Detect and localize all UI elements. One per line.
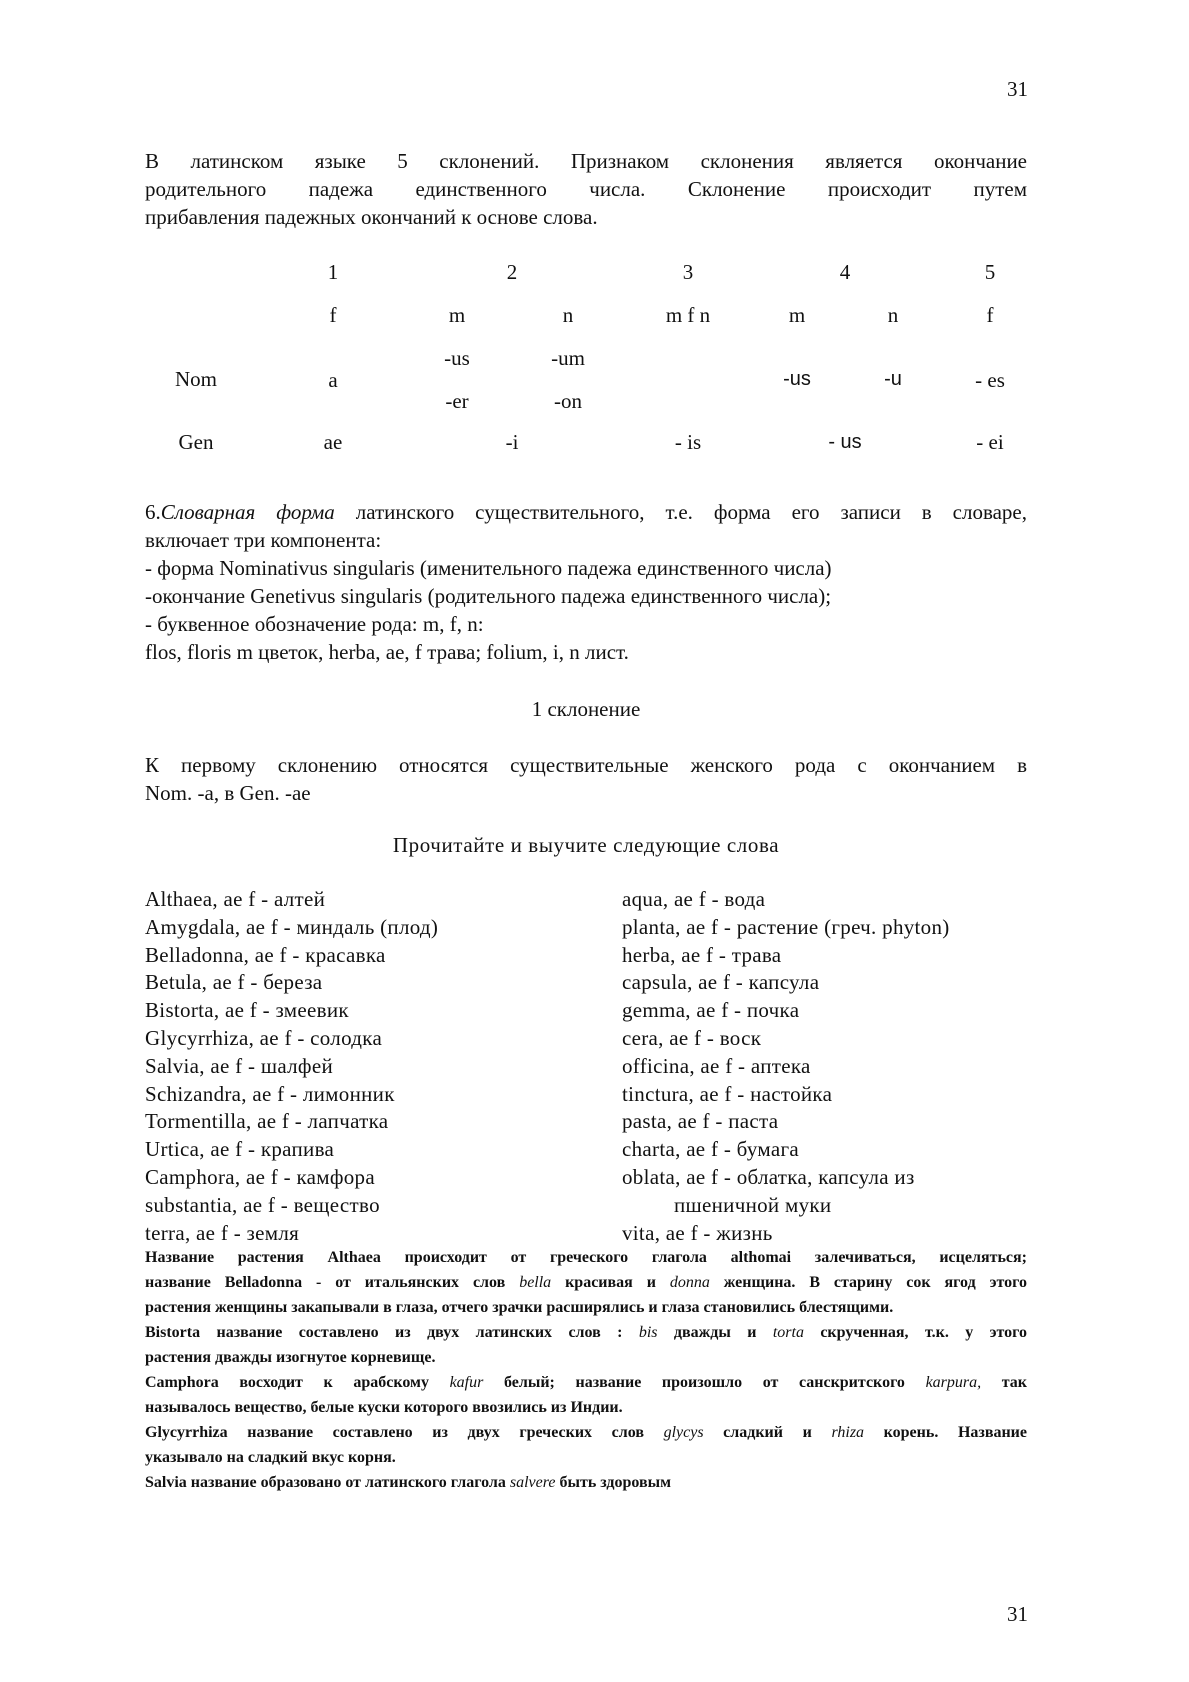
nom-ending: - es: [975, 368, 1005, 392]
dictionary-form-line: flos, floris m цветок, herba, ae, f трава; folium, i, n лист.: [145, 640, 629, 664]
note-text: Glycyrrhiza название составлено из двух греческих слов: [145, 1424, 664, 1441]
point-number: 6.: [145, 500, 161, 524]
note-line: Название растения Althaea происходит от греческого глагола althomai залечиваться, исцеляться;: [145, 1249, 1027, 1266]
note-latin-word: bis: [638, 1324, 658, 1341]
dictionary-form-term: Словарная форма: [160, 500, 335, 524]
vocab-entry: terra, ae f - земля: [145, 1220, 300, 1245]
first-declension-line: Nom. -a, в Gen. -ae: [145, 781, 311, 805]
vocab-entry: planta, ae f - растение (греч. phyton): [622, 914, 950, 939]
vocab-entry: Belladonna, ae f - красавка: [145, 942, 386, 967]
note-line: [145, 1370, 1027, 1395]
vocab-entry: cera, ae f - воск: [622, 1025, 762, 1050]
vocab-entry: Schizandra, ae f - лимонник: [145, 1081, 395, 1106]
dictionary-form-line: -окончание Genetivus singularis (родительного падежа единственного числа);: [145, 584, 832, 608]
first-declension-line: К первому склонению относятся существительные женского рода с окончанием в: [145, 753, 1027, 777]
vocab-entry: Amygdala, ae f - миндаль (плод): [145, 914, 439, 939]
gen-ending: - us: [828, 431, 862, 453]
intro-line: родительного падежа единственного числа. Склонение происходит путем: [145, 177, 1027, 201]
gen-ending: ae: [323, 430, 343, 454]
etymology-notes: [145, 1245, 1027, 1495]
declension-number: 4: [839, 260, 851, 284]
vocab-entry: officina, ae f - аптека: [622, 1053, 811, 1078]
note-text: быть здоровым: [555, 1474, 672, 1491]
dictionary-form-paragraph: [145, 498, 1027, 666]
note-text: белый; название произошло от санскритского: [483, 1374, 926, 1391]
note-text: корень. Название: [864, 1424, 1027, 1441]
dictionary-form-line: - буквенное обозначение рода: m, f, n:: [145, 612, 484, 636]
vocab-entry: Tormentilla, ae f - лапчатка: [145, 1109, 389, 1134]
gen-ending: - is: [674, 430, 702, 454]
note-line: [145, 1320, 1027, 1345]
note-line: [145, 1420, 1027, 1445]
nom-ending: -us: [444, 346, 470, 370]
note-text: скрученная, т.к. у этого: [803, 1324, 1028, 1341]
vocab-entry: Camphora, ae f - камфора: [145, 1164, 375, 1189]
note-text: Camphora восходит к арабскому: [145, 1374, 450, 1391]
declension-number: 1: [327, 260, 339, 284]
vocab-entry: substantia, ae f - вещество: [145, 1192, 380, 1217]
gender-label: f: [986, 303, 994, 327]
note-text: женщина. В старину сок ягод этого: [709, 1274, 1028, 1291]
nom-ending: -um: [551, 346, 585, 370]
vocab-entry: Althaea, ae f - алтей: [145, 887, 326, 911]
note-text: так: [981, 1374, 1028, 1391]
gender-label: m: [448, 303, 466, 327]
nom-ending: -on: [554, 389, 582, 413]
gen-ending: -i: [505, 430, 519, 454]
note-line: [145, 1270, 1027, 1295]
vocab-heading: Прочитайте и выучите следующие слова: [392, 833, 780, 857]
note-text: Bistorta название составлено из двух латинских слов :: [145, 1324, 639, 1341]
note-latin-word: glycys: [663, 1424, 704, 1441]
gender-label: n: [562, 303, 574, 327]
dictionary-form-line: [145, 498, 1027, 526]
declension-number: 3: [682, 260, 694, 284]
note-line: растения женщины закапывали в глаза, отчего зрачки расширялись и глаза становились блестящими.: [145, 1299, 894, 1316]
vocab-entry: pasta, ae f - паста: [622, 1109, 779, 1134]
vocab-entry: vita, ae f - жизнь: [622, 1220, 773, 1245]
dictionary-form-text: латинского существительного, т.е. форма его записи в словаре,: [334, 500, 1027, 524]
nom-label: Nom: [175, 367, 217, 391]
gender-label: f: [329, 303, 337, 327]
nom-ending: a: [328, 368, 338, 392]
vocab-entry: Glycyrrhiza, ae f - солодка: [145, 1025, 383, 1050]
page-number-top: 31: [1007, 77, 1028, 101]
nom-ending: -u: [884, 368, 902, 390]
note-text: сладкий и: [703, 1424, 832, 1441]
dictionary-form-line: - форма Nominativus singularis (именительного падежа единственного числа): [145, 556, 832, 580]
declension-number: 2: [506, 260, 518, 284]
dictionary-form-line: включает три компонента:: [145, 528, 382, 552]
declension-table: [0, 0, 1189, 460]
note-latin-word: rhiza: [831, 1424, 865, 1441]
vocab-entry: aqua, ae f - вода: [622, 887, 766, 911]
vocab-entry: Salvia, ae f - шалфей: [145, 1053, 333, 1078]
gender-label: m f n: [665, 303, 711, 327]
note-line: растения дважды изогнутое корневище.: [145, 1349, 436, 1366]
note-latin-word: kafur: [449, 1374, 484, 1391]
intro-line: прибавления падежных окончаний к основе слова.: [145, 205, 598, 229]
nom-ending: -er: [445, 389, 469, 413]
vocab-entry: oblata, ae f - облатка, капсула из: [622, 1164, 915, 1189]
note-line: называлось вещество, белые куски которого ввозились из Индии.: [145, 1399, 623, 1416]
gen-label: Gen: [178, 430, 214, 454]
note-line: [145, 1470, 1027, 1495]
vocab-entry: capsula, ae f - капсула: [622, 970, 820, 995]
page-number-bottom: 31: [1007, 1602, 1028, 1626]
gen-ending: - ei: [976, 430, 1004, 454]
vocab-entry: herba, ae f - трава: [622, 942, 782, 967]
vocab-right-column: [622, 886, 1042, 1247]
vocab-entry: charta, ae f - бумага: [622, 1137, 799, 1162]
note-latin-word: donna: [669, 1274, 710, 1291]
vocab-entry: Betula, ae f - береза: [145, 970, 323, 995]
note-text: название Belladonna - от итальянских слов: [145, 1274, 520, 1291]
vocab-entry: Urtica, ae f - крапива: [145, 1137, 335, 1162]
vocab-left-column: [145, 886, 605, 1247]
nom-ending: -us: [783, 368, 811, 390]
gender-label: n: [887, 303, 899, 327]
declension-number: 5: [984, 260, 996, 284]
note-latin-word: torta: [772, 1324, 804, 1341]
gender-label: m: [788, 303, 806, 327]
note-text: дважды и: [657, 1324, 773, 1341]
section-title: 1 склонение: [531, 697, 641, 721]
note-latin-word: karpura,: [925, 1374, 982, 1391]
intro-line: В латинском языке 5 склонений. Признаком склонения является окончание: [145, 149, 1027, 173]
note-latin-word: bella: [519, 1274, 552, 1291]
vocab-entry: gemma, ae f - почка: [622, 998, 800, 1023]
vocab-entry: пшеничной муки: [674, 1192, 832, 1217]
note-latin-word: salvere: [509, 1474, 556, 1491]
note-text: Salvia название образовано от латинского глагола: [145, 1474, 510, 1491]
vocab-entry: tinctura, ae f - настойка: [622, 1081, 833, 1106]
note-text: красивая и: [551, 1274, 670, 1291]
vocab-entry: Bistorta, ae f - змеевик: [145, 998, 349, 1023]
first-declension-paragraph: [145, 751, 1027, 807]
note-line: указывало на сладкий вкус корня.: [145, 1449, 396, 1466]
